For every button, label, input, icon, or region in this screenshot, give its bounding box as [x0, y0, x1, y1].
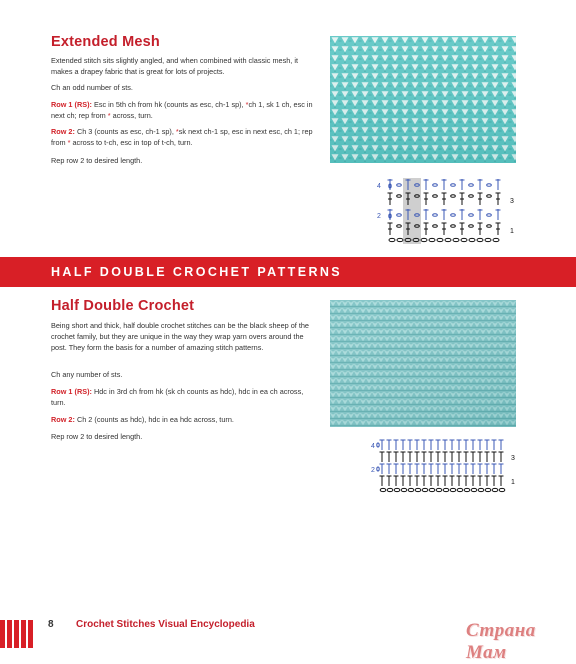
- asterisk-mark: *: [67, 138, 71, 147]
- diagram-row-label-2: 2: [377, 213, 381, 220]
- asterisk-mark: *: [175, 127, 179, 136]
- row1-text-b: ch 1, sk 1 ch, esc in next ch; rep from: [51, 100, 313, 120]
- diagram-row-label-1: 1: [511, 479, 515, 486]
- half-double-intro: Being short and thick, half double crochet stitches can be the black sheep of the crochet family, but they are unique in the way they wrap yarn overs around the post. They form the basis for a number of amazing stitch patterns.: [51, 321, 309, 352]
- row2-text: Ch 2 (counts as hdc), hdc in ea hdc across, turn.: [74, 415, 234, 424]
- half-double-row1: [51, 386, 313, 408]
- extended-mesh-swatch-photo: [330, 36, 516, 163]
- row2-text-a: Ch 3 (counts as esc, ch-1 sp),: [74, 127, 176, 136]
- watermark-logo: Страна Мам: [466, 620, 536, 663]
- half-double-row2: [51, 414, 313, 425]
- row1-text: Hdc in 3rd ch from hk (sk ch counts as hdc), hdc in ea ch across, turn.: [51, 387, 304, 407]
- book-title: Crochet Stitches Visual Encyclopedia: [76, 619, 255, 630]
- row2-label: Row 2:: [51, 415, 75, 424]
- extended-mesh-stitch-diagram: [372, 176, 520, 246]
- half-double-swatch-photo: [330, 300, 516, 427]
- section-banner: [0, 257, 576, 287]
- section-title-half-double-crochet: Half Double Crochet: [51, 298, 195, 314]
- banner-title: HALF DOUBLE CROCHET PATTERNS: [51, 265, 343, 279]
- row1-text-c: across, turn.: [110, 111, 153, 120]
- half-double-chain-note: Ch any number of sts.: [51, 370, 123, 379]
- row1-label: Row 1 (RS):: [51, 387, 92, 396]
- diagram-row-label-4: 4: [377, 183, 381, 190]
- diagram-row-label-3: 3: [511, 455, 515, 462]
- extended-mesh-row2: [51, 126, 313, 148]
- diagram-row-label-4: 4: [371, 443, 375, 450]
- half-double-stitch-diagram: [368, 437, 520, 495]
- row2-text-c: across to t-ch, esc in top of t-ch, turn.: [70, 138, 193, 147]
- extended-mesh-repeat: Rep row 2 to desired length.: [51, 156, 143, 165]
- footer-color-bars: [0, 620, 40, 648]
- half-double-repeat: Rep row 2 to desired length.: [51, 432, 143, 441]
- row2-text-b: sk next ch-1 sp, esc in next esc, ch 1; rep from: [51, 127, 313, 147]
- asterisk-mark: *: [107, 111, 111, 120]
- diagram-row-label-3: 3: [510, 198, 514, 205]
- page-number: 8: [48, 619, 54, 630]
- asterisk-mark: *: [245, 100, 249, 109]
- extended-mesh-chain-note: Ch an odd number of sts.: [51, 83, 133, 92]
- row1-text-a: Esc in 5th ch from hk (counts as esc, ch-1 sp),: [91, 100, 246, 109]
- extended-mesh-row1: [51, 99, 313, 121]
- diagram-row-label-2: 2: [371, 467, 375, 474]
- diagram-row-label-1: 1: [510, 228, 514, 235]
- row2-label: Row 2:: [51, 127, 75, 136]
- row1-label: Row 1 (RS):: [51, 100, 92, 109]
- extended-mesh-intro: Extended stitch sits slightly angled, and when combined with classic mesh, it makes a drapey fabric that is great for lots of projects.: [51, 56, 299, 76]
- section-title-extended-mesh: Extended Mesh: [51, 34, 160, 50]
